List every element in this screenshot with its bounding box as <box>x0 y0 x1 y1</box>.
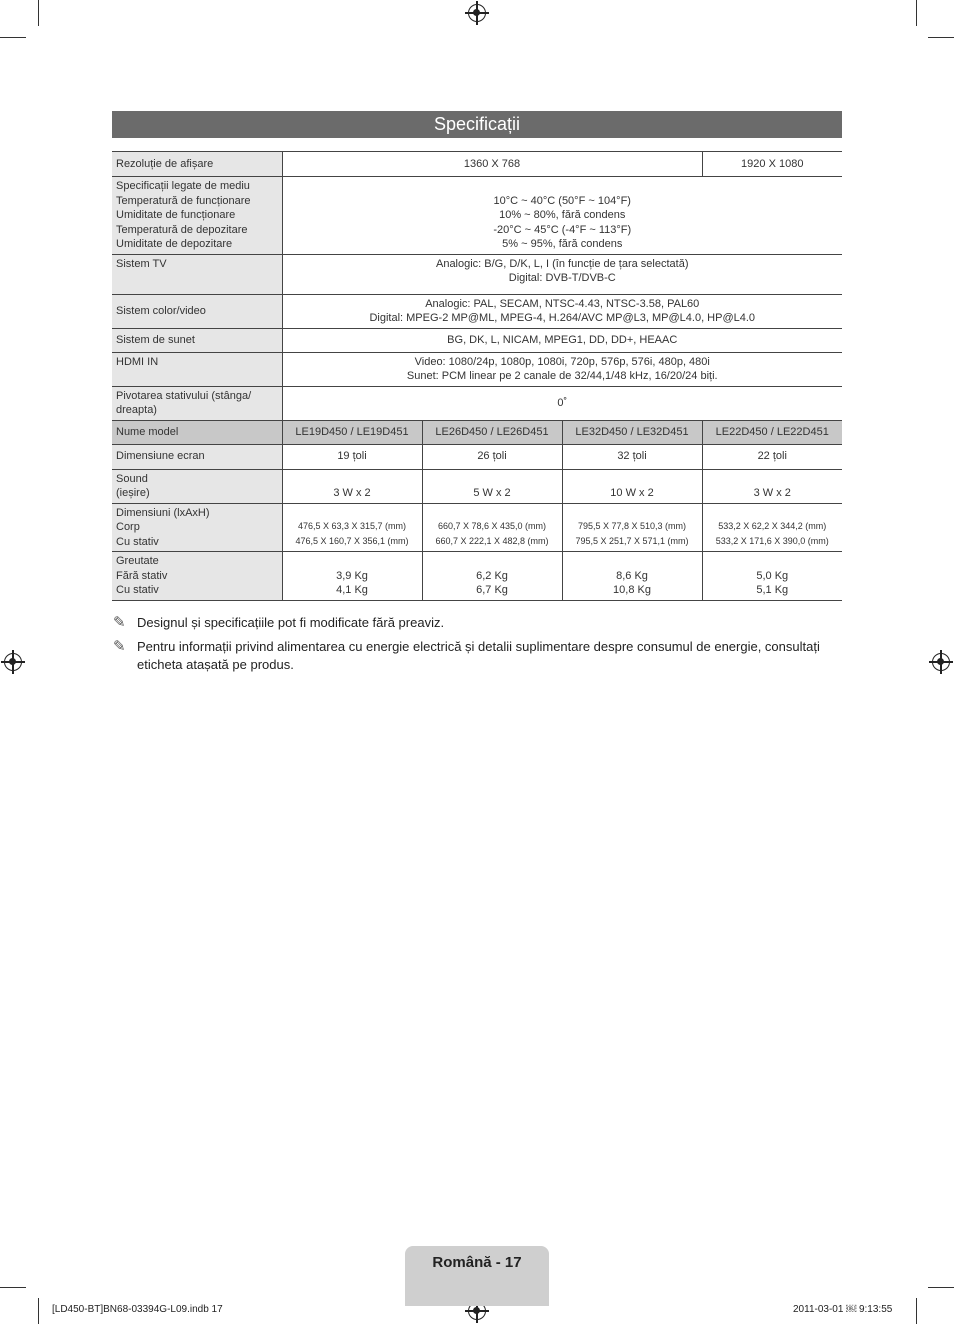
registration-mark-icon <box>932 653 950 671</box>
table-row <box>112 177 842 255</box>
row-label: Sistem TV <box>112 254 282 294</box>
table-cell: 3 W x 2 <box>702 469 842 503</box>
row-label: Specificații legate de mediu Temperatură de funcționare Umiditate de funcționare Temperatură de depozitare Umiditate de depozitare <box>112 177 282 255</box>
table-row <box>112 444 842 469</box>
table-row <box>112 328 842 352</box>
crop-mark <box>916 1298 917 1324</box>
table-header-row <box>112 420 842 444</box>
pencil-note-icon: ✎ <box>113 614 126 631</box>
row-label: Greutate Fără stativ Cu stativ <box>112 552 282 601</box>
footer-timestamp: 2011-03-01 ￼ 9:13:55 <box>793 1304 893 1315</box>
column-header: LE22D450 / LE22D451 <box>702 420 842 444</box>
spec-table <box>112 151 842 601</box>
table-row <box>112 294 842 328</box>
table-cell: 10 W x 2 <box>562 469 702 503</box>
row-label: Sistem de sunet <box>112 328 282 352</box>
row-label: Sound (ieșire) <box>112 469 282 503</box>
crop-mark <box>0 37 26 38</box>
table-row <box>112 254 842 294</box>
table-cell: 19 țoli <box>282 444 422 469</box>
page-title: Specificații <box>112 111 842 138</box>
note-item: ✎ Designul și specificațiile pot fi modificate fără preaviz. <box>113 614 445 631</box>
table-cell: 22 țoli <box>702 444 842 469</box>
crop-mark <box>916 0 917 26</box>
row-label: Sistem color/video <box>112 294 282 328</box>
column-header: LE26D450 / LE26D451 <box>422 420 562 444</box>
table-cell: 10°C ~ 40°C (50°F ~ 104°F) 10% ~ 80%, fără condens -20°C ~ 45°C (-4°F ~ 113°F) 5% ~ 95%, fără condens <box>282 177 842 255</box>
row-label: Nume model <box>112 420 282 444</box>
row-label: Rezoluție de afișare <box>112 152 282 177</box>
table-cell: 6,2 Kg 6,7 Kg <box>422 552 562 601</box>
table-cell: 660,7 X 78,6 X 435,0 (mm) 660,7 X 222,1 X 482,8 (mm) <box>422 503 562 552</box>
page-number: Română - 17 <box>432 1254 522 1271</box>
column-header: LE19D450 / LE19D451 <box>282 420 422 444</box>
note-item: ✎ Pentru informații privind alimentarea cu energie electrică și detalii suplimentare despre consumul de energie, consultați eticheta atașată pe produs. <box>113 638 820 672</box>
column-header: LE32D450 / LE32D451 <box>562 420 702 444</box>
crop-mark <box>38 0 39 26</box>
table-cell: 1920 X 1080 <box>702 152 842 177</box>
table-row <box>112 352 842 386</box>
table-cell: 533,2 X 62,2 X 344,2 (mm) 533,2 X 171,6 X 390,0 (mm) <box>702 503 842 552</box>
table-cell: 3,9 Kg 4,1 Kg <box>282 552 422 601</box>
crop-mark <box>928 1287 954 1288</box>
page-number-tab <box>405 1246 549 1306</box>
table-cell: 32 țoli <box>562 444 702 469</box>
table-cell: 26 țoli <box>422 444 562 469</box>
table-row <box>112 469 842 503</box>
row-label: HDMI IN <box>112 352 282 386</box>
crop-mark <box>38 1298 39 1324</box>
table-row <box>112 503 842 552</box>
table-cell: BG, DK, L, NICAM, MPEG1, DD, DD+, HEAAC <box>282 328 842 352</box>
table-row <box>112 386 842 420</box>
table-cell: 795,5 X 77,8 X 510,3 (mm) 795,5 X 251,7 X 571,1 (mm) <box>562 503 702 552</box>
registration-mark-icon <box>468 4 486 22</box>
table-cell: 5,0 Kg 5,1 Kg <box>702 552 842 601</box>
row-label: Dimensiune ecran <box>112 444 282 469</box>
table-cell: 8,6 Kg 10,8 Kg <box>562 552 702 601</box>
crop-mark <box>0 1287 26 1288</box>
footer-file-info: [LD450-BT]BN68-03394G-L09.indb 17 <box>52 1304 223 1315</box>
table-row <box>112 552 842 601</box>
table-cell: 1360 X 768 <box>282 152 702 177</box>
pencil-note-icon: ✎ <box>113 638 126 655</box>
notes <box>113 614 843 680</box>
row-label: Pivotarea stativului (stânga/ dreapta) <box>112 386 282 420</box>
table-cell: 476,5 X 63,3 X 315,7 (mm) 476,5 X 160,7 X 356,1 (mm) <box>282 503 422 552</box>
table-cell: Video: 1080/24p, 1080p, 1080i, 720p, 576p, 576i, 480p, 480i Sunet: PCM linear pe 2 canale de 32/44,1/48 kHz, 16/20/24 biți. <box>282 352 842 386</box>
row-label: Dimensiuni (lxAxH) Corp Cu stativ <box>112 503 282 552</box>
table-cell: 5 W x 2 <box>422 469 562 503</box>
table-cell: Analogic: B/G, D/K, L, I (în funcție de țara selectată) Digital: DVB-T/DVB-C <box>282 254 842 294</box>
table-cell: Analogic: PAL, SECAM, NTSC-4.43, NTSC-3.58, PAL60 Digital: MPEG-2 MP@ML, MPEG-4, H.264/AVC MP@L3, MP@L4.0, HP@L4.0 <box>282 294 842 328</box>
registration-mark-icon <box>4 653 22 671</box>
table-cell: 3 W x 2 <box>282 469 422 503</box>
crop-mark <box>928 37 954 38</box>
table-cell: 0˚ <box>282 386 842 420</box>
table-row <box>112 152 842 177</box>
